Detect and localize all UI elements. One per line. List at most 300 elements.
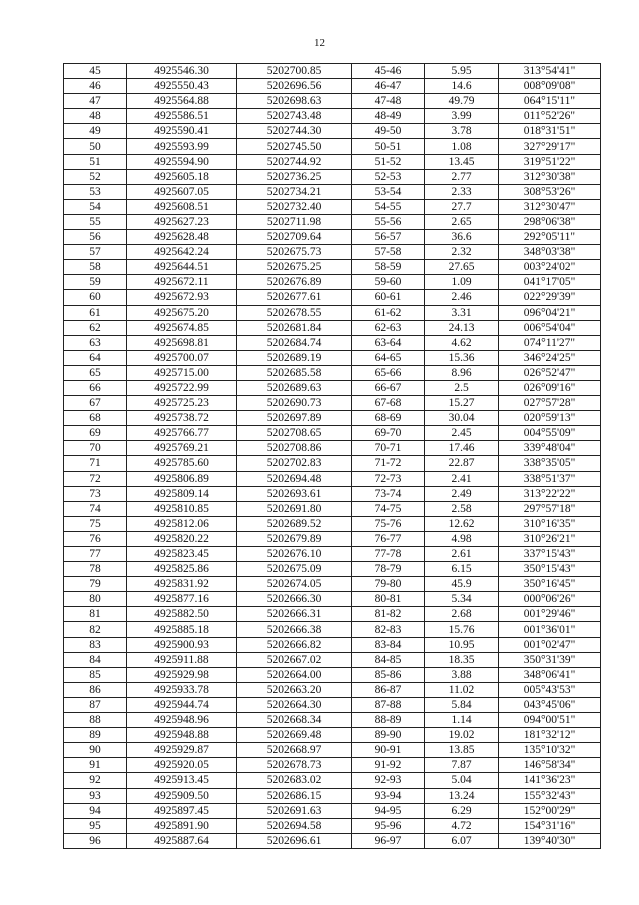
y-coordinate-cell: 5202690.73 (237, 396, 352, 411)
length-cell: 17.46 (425, 441, 499, 456)
segment-cell: 65-66 (352, 365, 425, 380)
azimuth-cell: 298°06'38" (499, 214, 601, 229)
azimuth-cell: 348°06'41" (499, 667, 601, 682)
segment-cell: 83-84 (352, 637, 425, 652)
x-coordinate-cell: 4925948.96 (127, 713, 237, 728)
table-row (64, 713, 601, 728)
table-row (64, 305, 601, 320)
azimuth-cell: 152°00'29" (499, 803, 601, 818)
azimuth-cell: 350°31'39" (499, 652, 601, 667)
y-coordinate-cell: 5202694.58 (237, 818, 352, 833)
length-cell: 2.46 (425, 290, 499, 305)
table-row (64, 607, 601, 622)
point-number-cell: 79 (64, 577, 127, 592)
point-number-cell: 62 (64, 320, 127, 335)
x-coordinate-cell: 4925546.30 (127, 64, 237, 79)
x-coordinate-cell: 4925672.11 (127, 275, 237, 290)
point-number-cell: 94 (64, 803, 127, 818)
length-cell: 3.78 (425, 124, 499, 139)
point-number-cell: 92 (64, 773, 127, 788)
length-cell: 18.35 (425, 652, 499, 667)
table-row (64, 441, 601, 456)
segment-cell: 57-58 (352, 245, 425, 260)
table-row (64, 486, 601, 501)
x-coordinate-cell: 4925812.06 (127, 516, 237, 531)
table-row (64, 456, 601, 471)
table-row (64, 501, 601, 516)
segment-cell: 54-55 (352, 199, 425, 214)
x-coordinate-cell: 4925885.18 (127, 622, 237, 637)
y-coordinate-cell: 5202744.92 (237, 154, 352, 169)
azimuth-cell: 139°40'30" (499, 833, 601, 848)
y-coordinate-cell: 5202696.56 (237, 79, 352, 94)
length-cell: 1.09 (425, 275, 499, 290)
table-row (64, 275, 601, 290)
table-row (64, 562, 601, 577)
y-coordinate-cell: 5202678.73 (237, 758, 352, 773)
x-coordinate-cell: 4925933.78 (127, 682, 237, 697)
azimuth-cell: 181°32'12" (499, 728, 601, 743)
segment-cell: 84-85 (352, 652, 425, 667)
y-coordinate-cell: 5202683.02 (237, 773, 352, 788)
azimuth-cell: 135°10'32" (499, 743, 601, 758)
azimuth-cell: 011°52'26" (499, 109, 601, 124)
x-coordinate-cell: 4925823.45 (127, 547, 237, 562)
y-coordinate-cell: 5202696.61 (237, 833, 352, 848)
azimuth-cell: 027°57'28" (499, 396, 601, 411)
table-row (64, 335, 601, 350)
table-row (64, 773, 601, 788)
table-row (64, 788, 601, 803)
segment-cell: 72-73 (352, 471, 425, 486)
segment-cell: 81-82 (352, 607, 425, 622)
point-number-cell: 96 (64, 833, 127, 848)
y-coordinate-cell: 5202698.63 (237, 94, 352, 109)
y-coordinate-cell: 5202666.82 (237, 637, 352, 652)
segment-cell: 51-52 (352, 154, 425, 169)
x-coordinate-cell: 4925825.86 (127, 562, 237, 577)
segment-cell: 66-67 (352, 380, 425, 395)
segment-cell: 74-75 (352, 501, 425, 516)
table-row (64, 230, 601, 245)
point-number-cell: 61 (64, 305, 127, 320)
x-coordinate-cell: 4925550.43 (127, 79, 237, 94)
azimuth-cell: 308°53'26" (499, 184, 601, 199)
x-coordinate-cell: 4925769.21 (127, 441, 237, 456)
segment-cell: 94-95 (352, 803, 425, 818)
x-coordinate-cell: 4925593.99 (127, 139, 237, 154)
table-row (64, 139, 601, 154)
segment-cell: 58-59 (352, 260, 425, 275)
table-row (64, 728, 601, 743)
azimuth-cell: 350°15'43" (499, 562, 601, 577)
x-coordinate-cell: 4925725.23 (127, 396, 237, 411)
y-coordinate-cell: 5202708.65 (237, 426, 352, 441)
length-cell: 36.6 (425, 230, 499, 245)
x-coordinate-cell: 4925608.51 (127, 199, 237, 214)
azimuth-cell: 339°48'04" (499, 441, 601, 456)
table-row (64, 380, 601, 395)
segment-cell: 92-93 (352, 773, 425, 788)
x-coordinate-cell: 4925809.14 (127, 486, 237, 501)
length-cell: 1.14 (425, 713, 499, 728)
length-cell: 13.24 (425, 788, 499, 803)
segment-cell: 56-57 (352, 230, 425, 245)
segment-cell: 96-97 (352, 833, 425, 848)
length-cell: 6.29 (425, 803, 499, 818)
x-coordinate-cell: 4925900.93 (127, 637, 237, 652)
table-row (64, 471, 601, 486)
x-coordinate-cell: 4925594.90 (127, 154, 237, 169)
y-coordinate-cell: 5202681.84 (237, 320, 352, 335)
point-number-cell: 57 (64, 245, 127, 260)
point-number-cell: 74 (64, 501, 127, 516)
x-coordinate-cell: 4925909.50 (127, 788, 237, 803)
azimuth-cell: 020°59'13" (499, 411, 601, 426)
segment-cell: 75-76 (352, 516, 425, 531)
point-number-cell: 60 (64, 290, 127, 305)
length-cell: 49.79 (425, 94, 499, 109)
table-row (64, 516, 601, 531)
x-coordinate-cell: 4925715.00 (127, 365, 237, 380)
x-coordinate-cell: 4925785.60 (127, 456, 237, 471)
x-coordinate-cell: 4925672.93 (127, 290, 237, 305)
table-row (64, 320, 601, 335)
length-cell: 45.9 (425, 577, 499, 592)
azimuth-cell: 001°29'46" (499, 607, 601, 622)
table-row (64, 350, 601, 365)
length-cell: 5.34 (425, 592, 499, 607)
segment-cell: 78-79 (352, 562, 425, 577)
y-coordinate-cell: 5202669.48 (237, 728, 352, 743)
azimuth-cell: 094°00'51" (499, 713, 601, 728)
x-coordinate-cell: 4925944.74 (127, 697, 237, 712)
length-cell: 3.31 (425, 305, 499, 320)
azimuth-cell: 310°16'35" (499, 516, 601, 531)
y-coordinate-cell: 5202675.25 (237, 260, 352, 275)
azimuth-cell: 064°15'11" (499, 94, 601, 109)
point-number-cell: 51 (64, 154, 127, 169)
table-row (64, 547, 601, 562)
table-row (64, 833, 601, 848)
point-number-cell: 73 (64, 486, 127, 501)
x-coordinate-cell: 4925911.88 (127, 652, 237, 667)
table-row (64, 531, 601, 546)
table-row (64, 577, 601, 592)
x-coordinate-cell: 4925897.45 (127, 803, 237, 818)
azimuth-cell: 338°51'37" (499, 471, 601, 486)
azimuth-cell: 312°30'47" (499, 199, 601, 214)
y-coordinate-cell: 5202732.40 (237, 199, 352, 214)
azimuth-cell: 026°09'16" (499, 380, 601, 395)
y-coordinate-cell: 5202675.09 (237, 562, 352, 577)
y-coordinate-cell: 5202736.25 (237, 169, 352, 184)
point-number-cell: 75 (64, 516, 127, 531)
azimuth-cell: 008°09'08" (499, 79, 601, 94)
segment-cell: 76-77 (352, 531, 425, 546)
azimuth-cell: 313°54'41" (499, 64, 601, 79)
table-row (64, 260, 601, 275)
x-coordinate-cell: 4925605.18 (127, 169, 237, 184)
table-row (64, 64, 601, 79)
azimuth-cell: 141°36'23" (499, 773, 601, 788)
y-coordinate-cell: 5202686.15 (237, 788, 352, 803)
segment-cell: 79-80 (352, 577, 425, 592)
x-coordinate-cell: 4925674.85 (127, 320, 237, 335)
point-number-cell: 58 (64, 260, 127, 275)
table-row (64, 124, 601, 139)
point-number-cell: 89 (64, 728, 127, 743)
point-number-cell: 78 (64, 562, 127, 577)
y-coordinate-cell: 5202668.34 (237, 713, 352, 728)
y-coordinate-cell: 5202697.89 (237, 411, 352, 426)
y-coordinate-cell: 5202711.98 (237, 214, 352, 229)
point-number-cell: 55 (64, 214, 127, 229)
length-cell: 2.33 (425, 184, 499, 199)
point-number-cell: 47 (64, 94, 127, 109)
azimuth-cell: 313°22'22" (499, 486, 601, 501)
segment-cell: 88-89 (352, 713, 425, 728)
coordinates-table (63, 63, 601, 849)
x-coordinate-cell: 4925831.92 (127, 577, 237, 592)
length-cell: 1.08 (425, 139, 499, 154)
x-coordinate-cell: 4925698.81 (127, 335, 237, 350)
y-coordinate-cell: 5202743.48 (237, 109, 352, 124)
azimuth-cell: 319°51'22" (499, 154, 601, 169)
length-cell: 2.5 (425, 380, 499, 395)
x-coordinate-cell: 4925700.07 (127, 350, 237, 365)
y-coordinate-cell: 5202700.85 (237, 64, 352, 79)
table-row (64, 94, 601, 109)
y-coordinate-cell: 5202734.21 (237, 184, 352, 199)
table-row (64, 79, 601, 94)
table-row (64, 758, 601, 773)
length-cell: 11.02 (425, 682, 499, 697)
point-number-cell: 83 (64, 637, 127, 652)
point-number-cell: 88 (64, 713, 127, 728)
table-row (64, 697, 601, 712)
length-cell: 2.68 (425, 607, 499, 622)
y-coordinate-cell: 5202691.80 (237, 501, 352, 516)
azimuth-cell: 348°03'38" (499, 245, 601, 260)
azimuth-cell: 146°58'34" (499, 758, 601, 773)
x-coordinate-cell: 4925877.16 (127, 592, 237, 607)
point-number-cell: 77 (64, 547, 127, 562)
table-row (64, 154, 601, 169)
table-row (64, 652, 601, 667)
length-cell: 4.62 (425, 335, 499, 350)
length-cell: 4.72 (425, 818, 499, 833)
segment-cell: 47-48 (352, 94, 425, 109)
point-number-cell: 54 (64, 199, 127, 214)
azimuth-cell: 041°17'05" (499, 275, 601, 290)
segment-cell: 59-60 (352, 275, 425, 290)
azimuth-cell: 004°55'09" (499, 426, 601, 441)
segment-cell: 69-70 (352, 426, 425, 441)
point-number-cell: 90 (64, 743, 127, 758)
table-row (64, 622, 601, 637)
length-cell: 22.87 (425, 456, 499, 471)
azimuth-cell: 350°16'45" (499, 577, 601, 592)
azimuth-cell: 292°05'11" (499, 230, 601, 245)
length-cell: 15.76 (425, 622, 499, 637)
segment-cell: 86-87 (352, 682, 425, 697)
point-number-cell: 53 (64, 184, 127, 199)
length-cell: 19.02 (425, 728, 499, 743)
point-number-cell: 80 (64, 592, 127, 607)
point-number-cell: 95 (64, 818, 127, 833)
length-cell: 15.27 (425, 396, 499, 411)
y-coordinate-cell: 5202689.52 (237, 516, 352, 531)
segment-cell: 89-90 (352, 728, 425, 743)
segment-cell: 73-74 (352, 486, 425, 501)
azimuth-cell: 297°57'18" (499, 501, 601, 516)
segment-cell: 55-56 (352, 214, 425, 229)
length-cell: 6.07 (425, 833, 499, 848)
table-row (64, 592, 601, 607)
point-number-cell: 87 (64, 697, 127, 712)
table-row (64, 803, 601, 818)
point-number-cell: 67 (64, 396, 127, 411)
table-row (64, 245, 601, 260)
length-cell: 3.99 (425, 109, 499, 124)
length-cell: 2.77 (425, 169, 499, 184)
y-coordinate-cell: 5202684.74 (237, 335, 352, 350)
segment-cell: 64-65 (352, 350, 425, 365)
point-number-cell: 59 (64, 275, 127, 290)
length-cell: 10.95 (425, 637, 499, 652)
point-number-cell: 91 (64, 758, 127, 773)
segment-cell: 93-94 (352, 788, 425, 803)
x-coordinate-cell: 4925948.88 (127, 728, 237, 743)
point-number-cell: 70 (64, 441, 127, 456)
x-coordinate-cell: 4925882.50 (127, 607, 237, 622)
x-coordinate-cell: 4925738.72 (127, 411, 237, 426)
x-coordinate-cell: 4925820.22 (127, 531, 237, 546)
point-number-cell: 63 (64, 335, 127, 350)
point-number-cell: 50 (64, 139, 127, 154)
azimuth-cell: 001°36'01" (499, 622, 601, 637)
length-cell: 5.04 (425, 773, 499, 788)
point-number-cell: 93 (64, 788, 127, 803)
length-cell: 2.32 (425, 245, 499, 260)
point-number-cell: 65 (64, 365, 127, 380)
x-coordinate-cell: 4925929.98 (127, 667, 237, 682)
y-coordinate-cell: 5202693.61 (237, 486, 352, 501)
length-cell: 5.95 (425, 64, 499, 79)
length-cell: 5.84 (425, 697, 499, 712)
segment-cell: 62-63 (352, 320, 425, 335)
segment-cell: 80-81 (352, 592, 425, 607)
point-number-cell: 86 (64, 682, 127, 697)
y-coordinate-cell: 5202708.86 (237, 441, 352, 456)
point-number-cell: 85 (64, 667, 127, 682)
y-coordinate-cell: 5202668.97 (237, 743, 352, 758)
x-coordinate-cell: 4925722.99 (127, 380, 237, 395)
length-cell: 6.15 (425, 562, 499, 577)
y-coordinate-cell: 5202664.00 (237, 667, 352, 682)
x-coordinate-cell: 4925766.77 (127, 426, 237, 441)
azimuth-cell: 022°29'39" (499, 290, 601, 305)
azimuth-cell: 338°35'05" (499, 456, 601, 471)
table-row (64, 169, 601, 184)
length-cell: 8.96 (425, 365, 499, 380)
y-coordinate-cell: 5202678.55 (237, 305, 352, 320)
segment-cell: 71-72 (352, 456, 425, 471)
y-coordinate-cell: 5202674.05 (237, 577, 352, 592)
azimuth-cell: 337°15'43" (499, 547, 601, 562)
point-number-cell: 48 (64, 109, 127, 124)
page-number: 12 (314, 37, 325, 49)
length-cell: 2.61 (425, 547, 499, 562)
length-cell: 2.45 (425, 426, 499, 441)
y-coordinate-cell: 5202685.58 (237, 365, 352, 380)
x-coordinate-cell: 4925627.23 (127, 214, 237, 229)
azimuth-cell: 005°43'53" (499, 682, 601, 697)
y-coordinate-cell: 5202675.73 (237, 245, 352, 260)
segment-cell: 85-86 (352, 667, 425, 682)
y-coordinate-cell: 5202666.30 (237, 592, 352, 607)
x-coordinate-cell: 4925887.64 (127, 833, 237, 848)
x-coordinate-cell: 4925642.24 (127, 245, 237, 260)
x-coordinate-cell: 4925806.89 (127, 471, 237, 486)
y-coordinate-cell: 5202664.30 (237, 697, 352, 712)
table-row (64, 396, 601, 411)
table-row (64, 365, 601, 380)
point-number-cell: 52 (64, 169, 127, 184)
length-cell: 2.65 (425, 214, 499, 229)
table-row (64, 743, 601, 758)
point-number-cell: 49 (64, 124, 127, 139)
azimuth-cell: 043°45'06" (499, 697, 601, 712)
segment-cell: 61-62 (352, 305, 425, 320)
table-row (64, 682, 601, 697)
segment-cell: 52-53 (352, 169, 425, 184)
x-coordinate-cell: 4925913.45 (127, 773, 237, 788)
segment-cell: 48-49 (352, 109, 425, 124)
y-coordinate-cell: 5202676.10 (237, 547, 352, 562)
length-cell: 7.87 (425, 758, 499, 773)
azimuth-cell: 003°24'02" (499, 260, 601, 275)
table-row (64, 184, 601, 199)
azimuth-cell: 154°31'16" (499, 818, 601, 833)
segment-cell: 63-64 (352, 335, 425, 350)
point-number-cell: 71 (64, 456, 127, 471)
azimuth-cell: 074°11'27" (499, 335, 601, 350)
y-coordinate-cell: 5202676.89 (237, 275, 352, 290)
azimuth-cell: 327°29'17" (499, 139, 601, 154)
azimuth-cell: 346°24'25" (499, 350, 601, 365)
coordinates-table-body (64, 64, 601, 849)
segment-cell: 82-83 (352, 622, 425, 637)
y-coordinate-cell: 5202709.64 (237, 230, 352, 245)
length-cell: 4.98 (425, 531, 499, 546)
length-cell: 27.65 (425, 260, 499, 275)
y-coordinate-cell: 5202745.50 (237, 139, 352, 154)
x-coordinate-cell: 4925920.05 (127, 758, 237, 773)
point-number-cell: 82 (64, 622, 127, 637)
azimuth-cell: 018°31'51" (499, 124, 601, 139)
y-coordinate-cell: 5202679.89 (237, 531, 352, 546)
length-cell: 13.45 (425, 154, 499, 169)
azimuth-cell: 096°04'21" (499, 305, 601, 320)
point-number-cell: 56 (64, 230, 127, 245)
length-cell: 24.13 (425, 320, 499, 335)
y-coordinate-cell: 5202663.20 (237, 682, 352, 697)
point-number-cell: 68 (64, 411, 127, 426)
length-cell: 3.88 (425, 667, 499, 682)
y-coordinate-cell: 5202666.38 (237, 622, 352, 637)
